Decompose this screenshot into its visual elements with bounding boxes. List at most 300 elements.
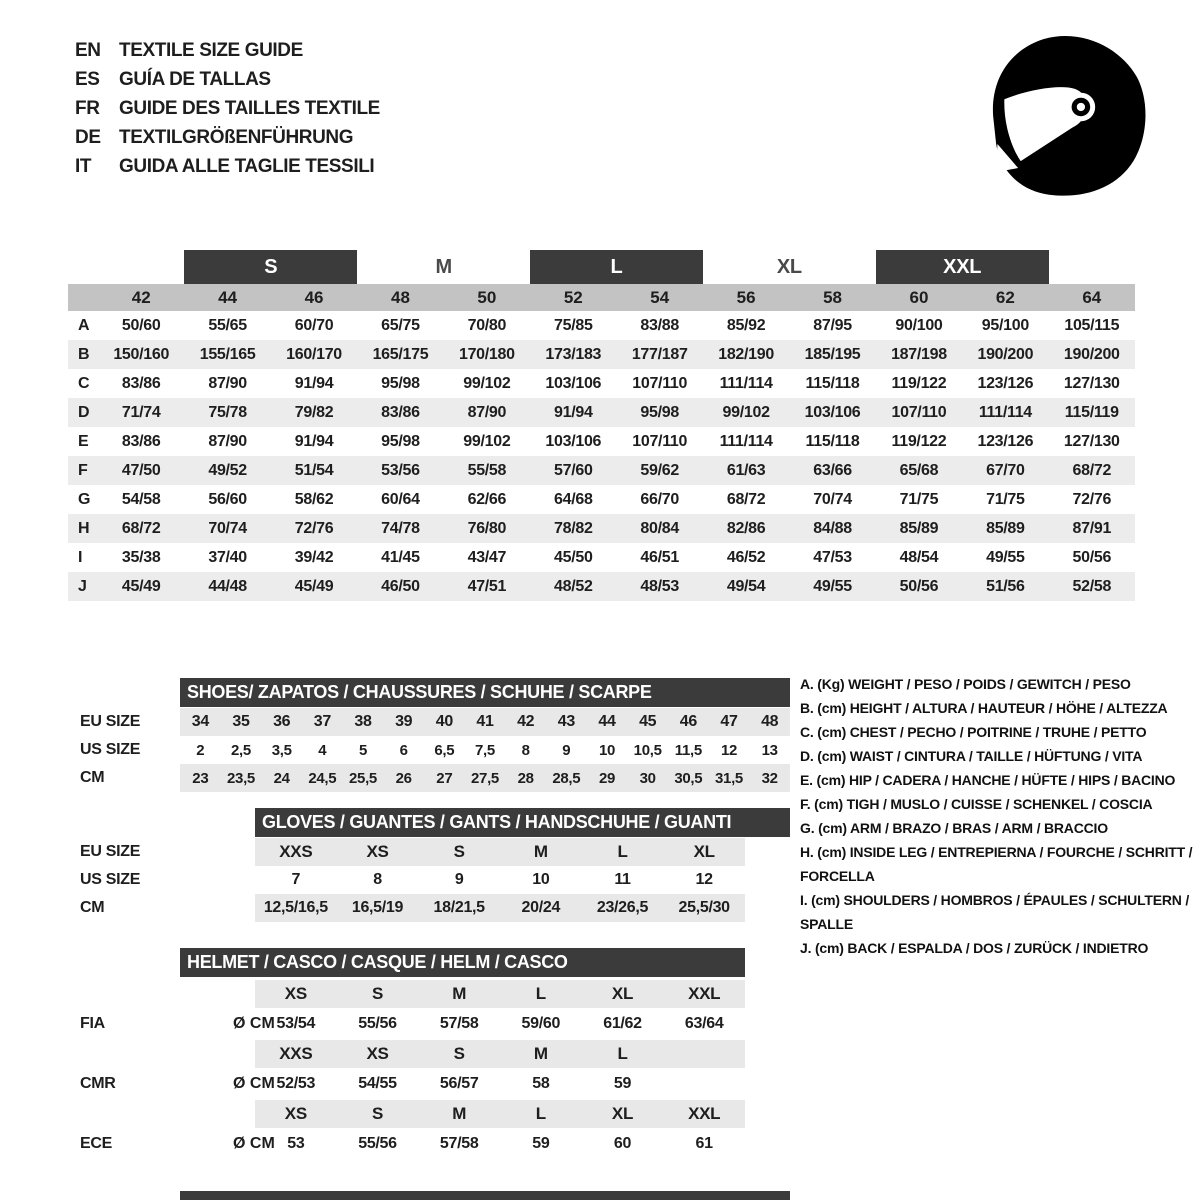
size-value-cell: 48/53 <box>640 577 679 595</box>
measurement-row-c <box>68 369 1135 398</box>
shoes-eu-size-label: EU SIZE <box>80 713 141 730</box>
legend-item: E. (cm) HIP / CADERA / HANCHE / HÜFTE / HIPS / BACINO <box>800 772 1176 788</box>
language-title-block <box>75 36 380 181</box>
legend-item: F. (cm) TIGH / MUSLO / CUISSE / SCHENKEL / COSCIA <box>800 796 1153 812</box>
gloves-cm-row <box>255 894 745 922</box>
shoes-us-size: 6,5 <box>434 741 455 759</box>
shoes-us-size: 5 <box>358 741 368 759</box>
measurement-row-label: G <box>78 490 91 508</box>
size-value-cell: 76/80 <box>467 519 507 537</box>
ece-values-row <box>255 1129 745 1159</box>
size-value-cell: 64/68 <box>554 490 593 508</box>
size-value-cell: 39/42 <box>294 548 334 566</box>
measurement-row-g <box>68 485 1135 514</box>
gloves-eu-size-label: EU SIZE <box>80 843 141 860</box>
guide-title: GUIDA ALLE TAGLIE TESSILI <box>119 155 375 177</box>
size-value-cell: 48/54 <box>899 548 939 566</box>
size-value-cell: 99/102 <box>722 403 770 421</box>
ece-size: S <box>371 1104 384 1123</box>
size-value-cell: 46/50 <box>381 577 420 595</box>
size-band-m: M <box>435 255 452 278</box>
size-value-cell: 119/122 <box>891 432 947 450</box>
measurement-row-label: J <box>78 577 87 595</box>
eu-size-header-cell: 58 <box>823 287 842 307</box>
shoes-eu-size: 40 <box>435 713 453 730</box>
shoes-eu-size: 43 <box>557 713 575 730</box>
size-band-xxl: XXL <box>876 250 1049 284</box>
size-value-cell: 99/102 <box>463 432 511 450</box>
size-value-cell: 68/72 <box>726 490 766 508</box>
size-value-cell: 187/198 <box>891 345 947 363</box>
cmr-values-row <box>255 1069 745 1099</box>
shoes-eu-size: 41 <box>476 713 494 730</box>
ece-diameter-value: 53 <box>287 1135 305 1152</box>
fia-size: M <box>452 984 467 1003</box>
shoes-eu-size: 44 <box>598 713 616 730</box>
size-value-cell: 72/76 <box>1072 490 1112 508</box>
size-value-cell: 67/70 <box>986 461 1025 479</box>
measurement-row-label: C <box>78 374 90 392</box>
gloves-us-size: 12 <box>695 871 713 888</box>
size-value-cell: 115/118 <box>805 432 860 450</box>
size-value-cell: 95/100 <box>981 316 1029 334</box>
fia-size: XS <box>284 984 307 1003</box>
size-value-cell: 45/50 <box>554 548 593 566</box>
guide-title: TEXTILGRÖßENFÜHRUNG <box>119 126 354 148</box>
language-row <box>75 123 380 152</box>
cmr-label: CMR <box>80 1075 116 1092</box>
size-value-cell: 85/92 <box>726 316 766 334</box>
cmr-diameter-value: 54/55 <box>358 1075 397 1092</box>
shoes-us-size: 10 <box>598 741 616 759</box>
measurement-row-label: B <box>78 345 90 363</box>
gloves-us-size: 8 <box>373 871 382 888</box>
size-value-cell: 44/48 <box>208 577 247 595</box>
gloves-cm-value: 18/21,5 <box>433 899 485 916</box>
gloves-eu-size: XS <box>366 842 389 861</box>
cmr-size: XS <box>366 1044 389 1063</box>
shoes-cm-value: 25,5 <box>348 769 377 787</box>
gloves-section-header: GLOVES / GUANTES / GANTS / HANDSCHUHE / GUANTI <box>255 808 790 837</box>
size-value-cell: 52/58 <box>1072 577 1112 595</box>
size-value-cell: 70/74 <box>813 490 852 508</box>
size-value-cell: 75/85 <box>554 316 593 334</box>
fia-diameter-value: 61/62 <box>603 1015 642 1032</box>
size-value-cell: 82/86 <box>726 519 766 537</box>
racing-helmet-icon <box>982 24 1154 202</box>
size-value-cell: 103/106 <box>545 432 602 450</box>
shoes-eu-size: 46 <box>679 713 697 730</box>
shoes-cm-value: 26 <box>395 769 412 787</box>
shoes-eu-size: 37 <box>313 713 331 730</box>
size-value-cell: 90/100 <box>895 316 943 334</box>
ece-diameter-value: 61 <box>695 1135 713 1152</box>
cmr-diameter-value: 59 <box>613 1075 632 1092</box>
measurement-row-h <box>68 514 1135 543</box>
shoes-us-size: 13 <box>761 741 778 759</box>
measurement-row-f <box>68 456 1135 485</box>
size-value-cell: 185/195 <box>804 345 861 363</box>
size-value-cell: 48/52 <box>554 577 593 595</box>
eu-size-header-cell: 54 <box>650 287 670 307</box>
gloves-cm-label: CM <box>80 899 105 916</box>
size-value-cell: 70/80 <box>467 316 507 334</box>
size-value-cell: 182/190 <box>718 345 774 363</box>
gloves-eu-row <box>255 838 745 866</box>
measurement-row-label: D <box>78 403 90 421</box>
size-band-l: L <box>530 250 703 284</box>
gloves-us-size: 10 <box>532 871 550 888</box>
fia-label: FIA <box>80 1015 105 1032</box>
size-value-cell: 60/70 <box>294 316 334 334</box>
language-row <box>75 65 380 94</box>
size-value-cell: 51/54 <box>294 461 334 479</box>
size-value-cell: 49/55 <box>813 577 852 595</box>
shoes-us-row <box>180 736 790 764</box>
gloves-eu-size: L <box>617 842 628 861</box>
size-value-cell: 62/66 <box>467 490 507 508</box>
size-value-cell: 91/94 <box>554 403 593 421</box>
size-value-cell: 65/75 <box>381 316 420 334</box>
cmr-size: S <box>453 1044 465 1063</box>
size-value-cell: 60/64 <box>381 490 420 508</box>
size-value-cell: 95/98 <box>381 432 420 450</box>
shoes-us-size: 4 <box>318 741 327 759</box>
gloves-cm-value: 16,5/19 <box>351 899 404 916</box>
legend-item: I. (cm) SHOULDERS / HOMBROS / ÉPAULES / SCHULTERN / SPALLE <box>800 892 1190 932</box>
fia-size: S <box>371 984 384 1003</box>
fia-diameter-value: 63/64 <box>684 1015 724 1032</box>
shoes-us-size: 2,5 <box>231 741 251 759</box>
gloves-us-size: 11 <box>614 871 631 888</box>
shoes-eu-size: 42 <box>517 713 535 730</box>
size-value-cell: 50/60 <box>121 316 161 334</box>
cmr-diameter-unit: Ø CM <box>233 1075 275 1092</box>
shoes-cm-value: 27,5 <box>470 769 499 787</box>
language-code: ES <box>75 68 100 90</box>
size-value-cell: 56/60 <box>208 490 247 508</box>
size-value-cell: 46/51 <box>640 548 679 566</box>
eu-size-header-cell: 44 <box>218 287 238 307</box>
measurement-row-d <box>68 398 1135 427</box>
size-value-cell: 83/86 <box>381 403 420 421</box>
size-value-cell: 37/40 <box>208 548 247 566</box>
shoes-us-size: 7,5 <box>475 741 495 759</box>
size-value-cell: 87/90 <box>208 374 247 392</box>
measurement-row-label: A <box>78 316 90 334</box>
measurement-row-e <box>68 427 1135 456</box>
measurement-row-label: H <box>78 519 90 537</box>
size-value-cell: 83/86 <box>121 374 161 392</box>
size-value-cell: 66/70 <box>640 490 679 508</box>
size-value-cell: 63/66 <box>813 461 852 479</box>
size-value-cell: 115/119 <box>1064 403 1119 421</box>
size-value-cell: 68/72 <box>1072 461 1112 479</box>
cmr-diameter-value: 56/57 <box>439 1075 479 1092</box>
shoes-cm-value: 31,5 <box>714 769 743 787</box>
ece-size: M <box>452 1104 467 1123</box>
fia-size: XXL <box>688 984 721 1003</box>
legend-item: H. (cm) INSIDE LEG / ENTREPIERNA / FOURCHE / SCHRITT / FORCELLA <box>800 844 1193 884</box>
racing-helmet-svg <box>982 24 1154 202</box>
ece-sizes-row <box>255 1100 745 1128</box>
size-value-cell: 150/160 <box>113 345 170 363</box>
cmr-size: M <box>533 1044 548 1063</box>
size-value-cell: 53/56 <box>381 461 420 479</box>
ece-size: L <box>535 1104 546 1123</box>
ece-diameter-value: 57/58 <box>439 1135 479 1152</box>
size-value-cell: 79/82 <box>294 403 334 421</box>
size-value-cell: 165/175 <box>372 345 429 363</box>
size-value-cell: 85/89 <box>899 519 939 537</box>
size-value-cell: 51/56 <box>986 577 1025 595</box>
cmr-size: L <box>617 1044 628 1063</box>
size-value-cell: 111/114 <box>719 432 773 450</box>
ece-diameter-unit: Ø CM <box>233 1135 275 1152</box>
size-value-cell: 177/187 <box>631 345 688 363</box>
shoes-cm-value: 24 <box>273 769 290 787</box>
gloves-cm-value: 25,5/30 <box>678 899 730 916</box>
legend-item: G. (cm) ARM / BRAZO / BRAS / ARM / BRACCIO <box>800 820 1108 836</box>
size-value-cell: 87/95 <box>813 316 852 334</box>
gloves-eu-size: XXS <box>279 842 313 861</box>
size-value-cell: 80/84 <box>640 519 679 537</box>
size-value-cell: 173/183 <box>545 345 602 363</box>
size-value-cell: 74/78 <box>381 519 420 537</box>
size-value-cell: 71/75 <box>986 490 1025 508</box>
gloves-us-size: 9 <box>454 871 464 888</box>
size-value-cell: 87/91 <box>1072 519 1112 537</box>
fia-diameter-value: 59/60 <box>521 1015 561 1032</box>
size-value-cell: 70/74 <box>208 519 247 537</box>
size-value-cell: 103/106 <box>545 374 602 392</box>
size-value-cell: 115/118 <box>805 374 860 392</box>
size-value-cell: 55/65 <box>208 316 247 334</box>
size-value-cell: 123/126 <box>977 432 1034 450</box>
fia-values-row <box>255 1009 745 1039</box>
shoes-eu-size: 36 <box>273 713 291 730</box>
size-value-cell: 107/110 <box>891 403 947 421</box>
measurement-row-j <box>68 572 1135 601</box>
cmr-diameter-value: 52/53 <box>276 1075 316 1092</box>
size-value-cell: 57/60 <box>554 461 593 479</box>
size-value-cell: 91/94 <box>294 374 334 392</box>
language-code: DE <box>75 126 101 148</box>
ece-size: XS <box>284 1104 307 1123</box>
size-value-cell: 46/52 <box>726 548 766 566</box>
size-value-cell: 43/47 <box>467 548 507 566</box>
eu-size-header-cell: 60 <box>909 287 929 307</box>
size-value-cell: 58/62 <box>294 490 334 508</box>
shoes-us-size: 8 <box>521 741 530 759</box>
legend-item: D. (cm) WAIST / CINTURA / TAILLE / HÜFTUNG / VITA <box>800 748 1143 764</box>
measurement-row-i <box>68 543 1135 572</box>
shoes-eu-size: 38 <box>354 713 372 730</box>
size-value-cell: 54/58 <box>121 490 161 508</box>
size-value-cell: 87/90 <box>208 432 247 450</box>
size-value-cell: 47/50 <box>121 461 161 479</box>
size-value-cell: 123/126 <box>977 374 1034 392</box>
language-row <box>75 36 380 65</box>
shoes-section-header: SHOES/ ZAPATOS / CHAUSSURES / SCHUHE / SCARPE <box>180 678 790 707</box>
size-value-cell: 61/63 <box>726 461 766 479</box>
shoes-eu-size: 48 <box>761 713 779 730</box>
shoes-cm-value: 28,5 <box>552 769 581 787</box>
size-value-cell: 68/72 <box>121 519 161 537</box>
shoes-us-size: 3,5 <box>271 741 292 759</box>
shoes-us-size: 9 <box>562 741 571 759</box>
gloves-cm-value: 12,5/16,5 <box>263 899 328 916</box>
language-code: EN <box>75 39 101 61</box>
legend-item: J. (cm) BACK / ESPALDA / DOS / ZURÜCK / INDIETRO <box>800 940 1149 956</box>
size-value-cell: 160/170 <box>286 345 342 363</box>
size-value-cell: 45/49 <box>294 577 334 595</box>
eu-size-header-cell: 52 <box>563 287 583 307</box>
size-value-cell: 65/68 <box>899 461 939 479</box>
eu-size-header-cell: 64 <box>1082 287 1102 307</box>
size-value-cell: 99/102 <box>463 374 511 392</box>
shoes-cm-value: 27 <box>436 769 453 787</box>
size-value-cell: 170/180 <box>458 345 515 363</box>
helmet-section-header: HELMET / CASCO / CASQUE / HELM / CASCO <box>180 948 745 977</box>
gloves-us-size: 7 <box>291 871 301 888</box>
guide-title: TEXTILE SIZE GUIDE <box>119 39 303 61</box>
size-value-cell: 95/98 <box>381 374 420 392</box>
shoes-eu-size: 34 <box>191 713 209 730</box>
eu-size-header-cell: 46 <box>304 287 324 307</box>
shoes-cm-value: 28 <box>517 769 534 787</box>
shoes-cm-value: 30 <box>639 769 656 787</box>
eu-size-header-row <box>68 284 1135 311</box>
gloves-cm-value: 23/26,5 <box>596 899 649 916</box>
measurement-legend <box>800 672 1200 960</box>
measurement-row-label: I <box>78 548 83 566</box>
fia-diameter-value: 55/56 <box>358 1015 397 1032</box>
size-value-cell: 59/62 <box>640 461 679 479</box>
legend-item: B. (cm) HEIGHT / ALTURA / HAUTEUR / HÖHE / ALTEZZA <box>800 700 1168 716</box>
size-value-cell: 35/38 <box>121 548 161 566</box>
size-value-cell: 190/200 <box>1063 345 1120 363</box>
size-value-cell: 111/114 <box>978 403 1032 421</box>
size-value-cell: 72/76 <box>294 519 334 537</box>
size-value-cell: 50/56 <box>899 577 939 595</box>
eu-size-header-cell: 62 <box>995 287 1015 307</box>
shoes-cm-value: 32 <box>761 769 778 787</box>
size-value-cell: 119/122 <box>891 374 947 392</box>
gloves-eu-size: XL <box>693 842 715 861</box>
measurement-table <box>68 311 1135 601</box>
cmr-sizes-row <box>255 1040 745 1068</box>
gloves-eu-size: S <box>453 842 465 861</box>
eu-size-header-cell: 50 <box>477 287 497 307</box>
size-value-cell: 107/110 <box>632 432 688 450</box>
fia-size: XL <box>611 984 634 1003</box>
shoes-us-size: 10,5 <box>633 741 662 759</box>
eu-size-header-cell: 42 <box>131 287 151 307</box>
shoes-cm-value: 24,5 <box>308 769 337 787</box>
size-value-cell: 49/54 <box>726 577 766 595</box>
size-value-cell: 83/88 <box>640 316 679 334</box>
shoes-eu-size: 35 <box>232 713 250 730</box>
size-value-cell: 103/106 <box>804 403 861 421</box>
size-value-cell: 95/98 <box>640 403 679 421</box>
size-value-cell: 87/90 <box>467 403 507 421</box>
shoes-cm-value: 23 <box>192 769 209 787</box>
guide-title: GUIDE DES TAILLES TEXTILE <box>119 97 380 119</box>
cmr-size: XXS <box>279 1044 313 1063</box>
size-value-cell: 50/56 <box>1072 548 1112 566</box>
size-value-cell: 111/114 <box>719 374 773 392</box>
language-row <box>75 152 380 181</box>
fia-size: L <box>535 984 546 1003</box>
size-value-cell: 47/51 <box>467 577 507 595</box>
shoes-cm-value: 23,5 <box>226 769 255 787</box>
fia-diameter-unit: Ø CM <box>233 1015 275 1032</box>
measurement-row-label: F <box>78 461 88 479</box>
gloves-cm-value: 20/24 <box>521 899 561 916</box>
size-value-cell: 107/110 <box>632 374 688 392</box>
size-value-cell: 71/75 <box>899 490 939 508</box>
size-value-cell: 91/94 <box>294 432 334 450</box>
ece-diameter-value: 55/56 <box>358 1135 397 1152</box>
size-value-cell: 55/58 <box>467 461 507 479</box>
guide-title: GUÍA DE TALLAS <box>119 68 271 90</box>
size-value-cell: 190/200 <box>977 345 1034 363</box>
size-value-cell: 83/86 <box>121 432 161 450</box>
size-value-cell: 105/115 <box>1064 316 1120 334</box>
eu-size-header-cell: 56 <box>736 287 756 307</box>
measurement-row-a <box>68 311 1135 340</box>
gloves-us-size-label: US SIZE <box>80 871 141 888</box>
size-value-cell: 49/55 <box>986 548 1025 566</box>
language-code: IT <box>75 155 92 177</box>
size-value-cell: 71/74 <box>121 403 161 421</box>
shoes-cm-label: CM <box>80 769 105 786</box>
ece-size: XL <box>611 1104 634 1123</box>
measurement-row-label: E <box>78 432 89 450</box>
size-value-cell: 49/52 <box>208 461 247 479</box>
size-value-cell: 47/53 <box>813 548 852 566</box>
size-value-cell: 127/130 <box>1063 432 1120 450</box>
fia-diameter-value: 57/58 <box>439 1015 479 1032</box>
legend-item: A. (Kg) WEIGHT / PESO / POIDS / GEWITCH / PESO <box>800 676 1131 692</box>
eu-size-header-cell: 48 <box>390 287 410 307</box>
size-value-cell: 84/88 <box>813 519 852 537</box>
size-value-cell: 155/165 <box>199 345 256 363</box>
size-value-cell: 41/45 <box>381 548 420 566</box>
shoes-eu-size: 47 <box>720 713 738 730</box>
shoes-eu-row <box>180 708 790 736</box>
fia-sizes-row <box>255 980 745 1008</box>
shoes-us-size: 12 <box>720 741 738 759</box>
gloves-eu-size: M <box>533 842 548 861</box>
shoes-cm-value: 30,5 <box>674 769 703 787</box>
size-value-cell: 127/130 <box>1063 374 1120 392</box>
ece-diameter-value: 59 <box>532 1135 550 1152</box>
language-row <box>75 94 380 123</box>
shoes-eu-size: 39 <box>395 713 413 730</box>
legend-item: C. (cm) CHEST / PECHO / POITRINE / TRUHE / PETTO <box>800 724 1147 740</box>
cmr-diameter-value: 58 <box>532 1075 550 1092</box>
measurement-row-b <box>68 340 1135 369</box>
ece-size: XXL <box>688 1104 721 1123</box>
shoes-us-size: 2 <box>196 741 205 759</box>
fia-diameter-value: 53/54 <box>276 1015 316 1032</box>
gloves-us-row <box>255 866 745 894</box>
size-value-cell: 75/78 <box>208 403 247 421</box>
cropped-next-section-bar <box>180 1191 790 1200</box>
shoes-eu-size: 45 <box>639 713 657 730</box>
